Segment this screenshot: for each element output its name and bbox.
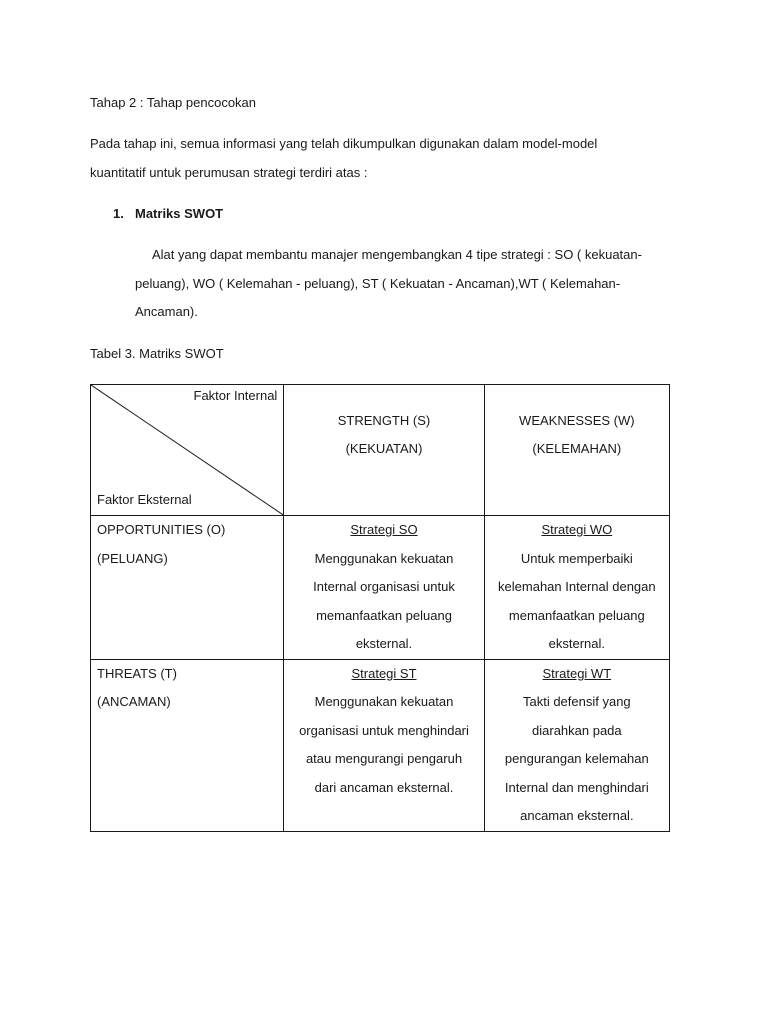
stage-heading: Tahap 2 : Tahap pencocokan xyxy=(90,95,257,110)
intro-line-2: kuantitatif untuk perumusan strategi terdiri atas : xyxy=(90,165,368,180)
header-strength-subtitle: (KEKUATAN) xyxy=(345,441,423,456)
swot-matrix-table xyxy=(90,384,670,832)
strategy-wo-line: eksternal. xyxy=(548,636,606,651)
row-label-threats xyxy=(91,659,284,831)
strategy-wt-title: Strategi WT xyxy=(542,665,612,681)
strategy-so-line: Internal organisasi untuk xyxy=(313,579,455,594)
strategy-wt-line: pengurangan kelemahan xyxy=(504,751,649,766)
header-weakness-subtitle: (KELEMAHAN) xyxy=(532,441,622,456)
strategy-wt-line: diarahkan pada xyxy=(532,722,622,738)
cell-strategy-so xyxy=(284,516,484,660)
cell-strategy-wo xyxy=(484,516,669,660)
strategy-so-line: Menggunakan kekuatan xyxy=(314,550,454,566)
strategy-wo-line: Untuk memperbaiki xyxy=(520,550,633,566)
cell-strategy-st xyxy=(284,659,484,831)
intro-line-1: Pada tahap ini, semua informasi yang telah dikumpulkan digunakan dalam model-model xyxy=(90,136,598,151)
cell-strategy-wt xyxy=(484,659,669,831)
row-label-threats-subtitle: (ANCAMAN) xyxy=(97,694,171,709)
row-label-opportunities xyxy=(91,516,284,660)
header-strength-title: STRENGTH (S) xyxy=(337,413,431,428)
strategy-st-line: atau mengurangi pengaruh xyxy=(305,751,463,766)
strategy-so-title: Strategi SO xyxy=(350,522,418,537)
section-number: 1. xyxy=(113,206,124,221)
strategy-wt-line: Internal dan menghindari xyxy=(504,779,649,795)
row-label-threats-title: THREATS (T) xyxy=(97,665,177,681)
strategy-so-line: memanfaatkan peluang xyxy=(316,607,452,623)
strategy-st-line: organisasi untuk menghindari xyxy=(299,722,469,738)
header-strength xyxy=(284,385,484,516)
table-caption: Tabel 3. Matriks SWOT xyxy=(90,346,224,361)
strategy-so-line: eksternal. xyxy=(355,636,413,651)
row-label-opportunities-subtitle: (PELUANG) xyxy=(97,550,168,566)
section-paragraph-line-2: peluang), WO ( Kelemahan - peluang), ST ( Kekuatan - Ancaman),WT ( Kelemahan- xyxy=(135,276,621,291)
header-weakness xyxy=(484,385,669,516)
section-paragraph-line-3: Ancaman). xyxy=(135,304,198,319)
strategy-st-line: Menggunakan kekuatan xyxy=(314,694,454,709)
strategy-st-line: dari ancaman eksternal. xyxy=(314,779,454,795)
corner-label-external: Faktor Eksternal xyxy=(97,492,192,507)
strategy-st-title: Strategi ST xyxy=(351,665,417,681)
table-header-row xyxy=(91,385,670,516)
strategy-wo-line: kelemahan Internal dengan xyxy=(498,579,656,594)
corner-cell xyxy=(91,385,284,516)
strategy-wo-title: Strategi WO xyxy=(541,522,613,537)
strategy-wt-line: ancaman eksternal. xyxy=(520,808,634,823)
section-paragraph-line-1: Alat yang dapat membantu manajer mengembangkan 4 tipe strategi : SO ( kekuatan- xyxy=(152,247,642,262)
strategy-wo-line: memanfaatkan peluang xyxy=(508,607,645,623)
strategy-wt-line: Takti defensif yang xyxy=(522,694,631,709)
header-weakness-title: WEAKNESSES (W) xyxy=(519,413,635,428)
section-title: Matriks SWOT xyxy=(135,206,224,221)
table-row-opportunities xyxy=(91,516,670,660)
corner-label-internal: Faktor Internal xyxy=(193,388,278,403)
row-label-opportunities-title: OPPORTUNITIES (O) xyxy=(97,522,226,537)
table-row-threats xyxy=(91,659,670,831)
